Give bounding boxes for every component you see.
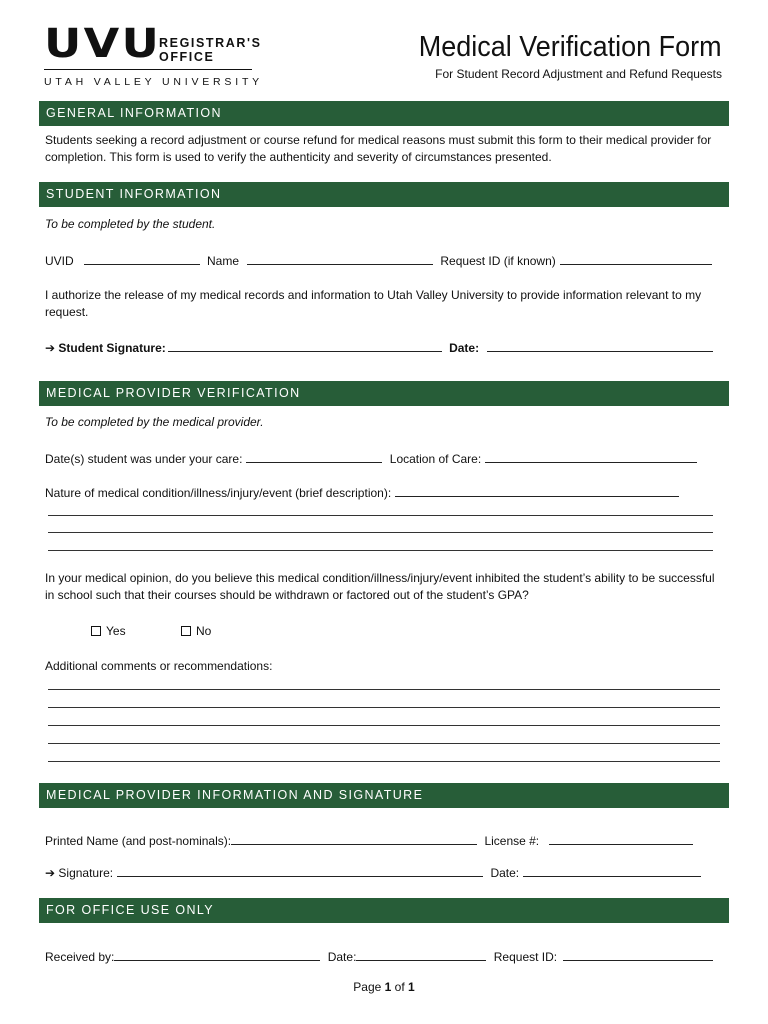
no-option[interactable]: [181, 623, 211, 640]
page-current: 1: [384, 980, 392, 994]
uvid-field[interactable]: [84, 252, 200, 265]
care-dates-field[interactable]: [246, 450, 382, 463]
nature-field[interactable]: [395, 484, 679, 497]
nature-row: [45, 484, 683, 502]
comments-line-5[interactable]: [48, 761, 720, 762]
yes-checkbox[interactable]: [91, 626, 101, 636]
student-date-field[interactable]: [487, 339, 713, 352]
student-info-heading: STUDENT INFORMATION: [39, 182, 729, 207]
received-by-field[interactable]: [114, 948, 320, 961]
general-info-heading: GENERAL INFORMATION: [39, 101, 729, 126]
location-label: Location of Care:: [389, 452, 482, 466]
student-date-label: Date:: [449, 341, 480, 355]
page-subtitle: For Student Record Adjustment and Refund Requests: [435, 67, 722, 81]
office-request-id-field[interactable]: [563, 948, 713, 961]
student-id-row: [45, 252, 716, 270]
student-note: To be completed by the student.: [45, 217, 216, 231]
provider-date-field[interactable]: [523, 864, 701, 877]
provider-info-heading: MEDICAL PROVIDER INFORMATION AND SIGNATURE: [39, 783, 729, 808]
comments-line-2[interactable]: [48, 707, 720, 708]
nature-line-2[interactable]: [48, 515, 713, 516]
no-label: No: [196, 624, 212, 638]
printed-name-label: Printed Name (and post-nominals):: [45, 834, 232, 848]
comments-line-1[interactable]: [48, 689, 720, 690]
office-row: [45, 948, 717, 966]
provider-verification-heading: MEDICAL PROVIDER VERIFICATION: [39, 381, 729, 406]
provider-signature-label: Signature:: [58, 866, 114, 880]
provider-note: To be completed by the medical provider.: [45, 415, 264, 429]
nature-line-3[interactable]: [48, 532, 713, 533]
office-date-label: Date:: [327, 950, 357, 964]
printed-name-row: [45, 832, 697, 850]
yes-option[interactable]: [91, 623, 126, 640]
page-word: Page: [353, 980, 382, 994]
office-request-id-label: Request ID:: [493, 950, 558, 964]
request-id-field[interactable]: [560, 252, 712, 265]
authorization-text: I authorize the release of my medical records and information to Utah Valley University to provide information relevant to my request.: [45, 288, 702, 319]
name-field[interactable]: [247, 252, 433, 265]
arrow-right-icon: ➔: [45, 866, 56, 880]
care-dates-row: [45, 450, 701, 468]
student-signature-label: Student Signature:: [58, 341, 166, 355]
logo-dept-line2: OFFICE: [159, 50, 215, 64]
nature-line-4[interactable]: [48, 550, 713, 551]
logo-divider: [44, 69, 252, 70]
comments-line-4[interactable]: [48, 743, 720, 744]
license-field[interactable]: [549, 832, 693, 845]
location-field[interactable]: [485, 450, 697, 463]
received-by-label: Received by:: [45, 950, 115, 964]
page-total: 1: [408, 980, 415, 994]
provider-date-label: Date:: [490, 866, 520, 880]
nature-label: Nature of medical condition/illness/injury/event (brief description):: [45, 486, 392, 500]
provider-signature-field[interactable]: [117, 864, 483, 877]
student-signature-row: [45, 339, 717, 357]
logo-dept-line1: REGISTRAR'S: [159, 36, 262, 50]
comments-label: Additional comments or recommendations:: [45, 659, 273, 673]
provider-signature-row: [45, 864, 705, 882]
name-label: Name: [207, 254, 240, 268]
printed-name-field[interactable]: [231, 832, 477, 845]
page-of: of: [394, 980, 405, 994]
registrar-office-logo-text: [159, 36, 262, 64]
general-info-body: Students seeking a record adjustment or course refund for medical reasons must submit this form to their medical provider for completion. This form is used to verify the authenticity and severity of circumstances presented.: [45, 133, 712, 164]
logo-university-name: UTAH VALLEY UNIVERSITY: [44, 76, 263, 88]
medical-opinion-question: In your medical opinion, do you believe this medical condition/illness/injury/event inhibited the student’s ability to be successful in school such that their courses should be withdrawn or factored out of the student’s GPA?: [45, 571, 715, 602]
arrow-right-icon: ➔: [45, 341, 56, 355]
no-checkbox[interactable]: [181, 626, 191, 636]
uvid-label: UVID: [45, 254, 74, 268]
student-signature-field[interactable]: [168, 339, 442, 352]
page-number: [0, 979, 768, 996]
yes-label: Yes: [106, 624, 126, 638]
request-id-label: Request ID (if known): [440, 254, 556, 268]
page-title: Medical Verification Form: [419, 31, 722, 63]
office-date-field[interactable]: [356, 948, 486, 961]
care-dates-label: Date(s) student was under your care:: [45, 452, 243, 466]
comments-line-3[interactable]: [48, 725, 720, 726]
uvu-logo-mark: UVU: [44, 21, 162, 67]
license-label: License #:: [484, 834, 540, 848]
office-use-heading: FOR OFFICE USE ONLY: [39, 898, 729, 923]
